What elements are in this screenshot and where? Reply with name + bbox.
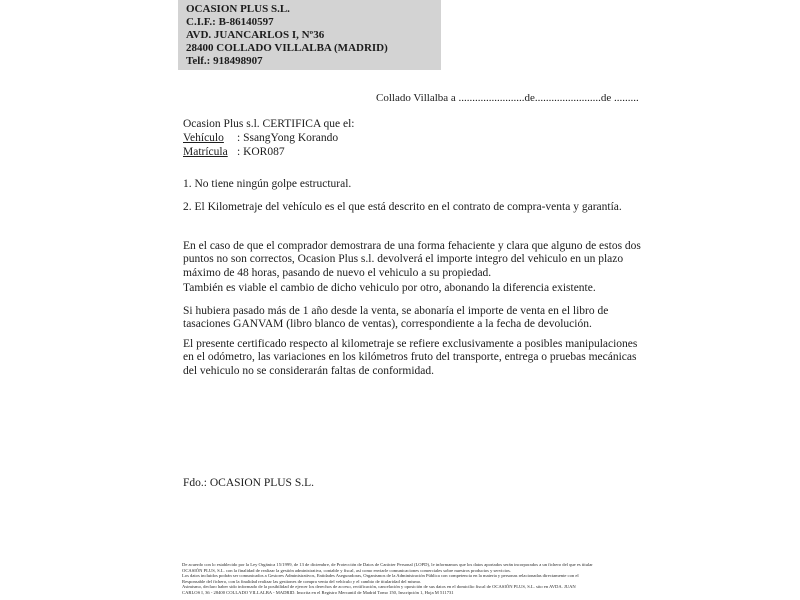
company-phone: Telf.: 918498907 — [186, 55, 263, 67]
plate-label: Matrícula — [183, 146, 228, 158]
paragraph-odometer: El presente certificado respecto al kilometraje se refiere exclusivamente a posibles manipulaciones en el odómetro, las variaciones en los kilómetros fruto del transporte, entrega o pruebas mecánicas del vehiculo no se considerarán faltas de conformidad. — [183, 338, 638, 377]
footer-line: De acuerdo con lo establecido por la Ley Orgánica 15/1999, de 13 de diciembre, de Protección de Datos de Carácter Personal (LOPD), le informamos que los datos aportados serán incorporados a un fichero del que es titular — [182, 562, 593, 567]
letterhead-box — [178, 0, 441, 70]
vehicle-label: Vehículo — [183, 132, 224, 144]
vehicle-value: : SsangYong Korando — [237, 132, 339, 144]
footer-line: Asimismo, declaro haber sido informado de la posibilidad de ejercer los derechos de acceso, rectificación, cancelación y oposición de sus datos en el domicilio fiscal de OCASIÓN PLUS, S.L. sito en AVDA. JUAN — [182, 584, 576, 590]
vehicle-row — [183, 131, 355, 145]
company-name: OCASION PLUS S.L. — [186, 3, 290, 15]
plate-row — [183, 145, 355, 159]
paragraph-exchange: También es viable el cambio de dicho vehiculo por otro, abonando la diferencia existente. — [183, 282, 596, 294]
paragraph-ganvam: Si hubiera pasado más de 1 año desde la venta, se abonaría el importe de venta en el libro de tasaciones GANVAM (libro blanco de ventas), correspondiente a la fecha de devolución. — [183, 305, 609, 331]
signature-line: Fdo.: OCASION PLUS S.L. — [183, 477, 314, 489]
footer-line: CARLOS I, 36 - 28400 COLLADO VILLALBA - MADRID. Inscrita en el Registro Mercantil de Madrid Tomo 150, Inscripción 1, Hoja M 511731 — [182, 589, 454, 595]
company-address: AVD. JUANCARLOS I, Nº36 — [186, 29, 325, 41]
legal-footer — [182, 562, 782, 596]
footer-line: OCASIÓN PLUS, S.L. con la finalidad de realizar la gestión administrativa, contable y fiscal, así como enviarle comunicaciones comerciales sobre nuestros productos y servicios. — [182, 567, 511, 573]
point-2: 2. El Kilometraje del vehículo es el que está descrito en el contrato de compra-venta y garantía. — [183, 201, 622, 213]
date-line: Collado Villalba a ........................de........................de ......... — [376, 92, 639, 104]
certification-intro: Ocasion Plus s.l. CERTIFICA que el: — [183, 118, 355, 130]
certification-block — [183, 117, 355, 159]
footer-line: Responsable del fichero, con la finalidad realizar las gestiones de compra venta del vehículo y el cambio de titularidad del mismo. — [182, 578, 422, 584]
point-1: 1. No tiene ningún golpe estructural. — [183, 178, 352, 190]
footer-line: Los datos incluidos podrán ser comunicados a Gestores Administrativos, Entidades Aseguradoras, Organismos de la Administración Pública con competencia en la materia y personas relacionadas directamente con el — [182, 573, 579, 579]
plate-value: : KOR087 — [237, 146, 285, 158]
company-city: 28400 COLLADO VILLALBA (MADRID) — [186, 42, 388, 54]
company-cif: C.I.F.: B-86140597 — [186, 16, 274, 28]
paragraph-refund: En el caso de que el comprador demostrara de una forma fehaciente y clara que alguno de estos dos puntos no son correctos, Ocasion Plus s.l. devolverá el importe integro del vehiculo en un plazo máximo de 48 horas, pasando de nuevo el vehiculo a su propiedad. — [183, 240, 641, 279]
